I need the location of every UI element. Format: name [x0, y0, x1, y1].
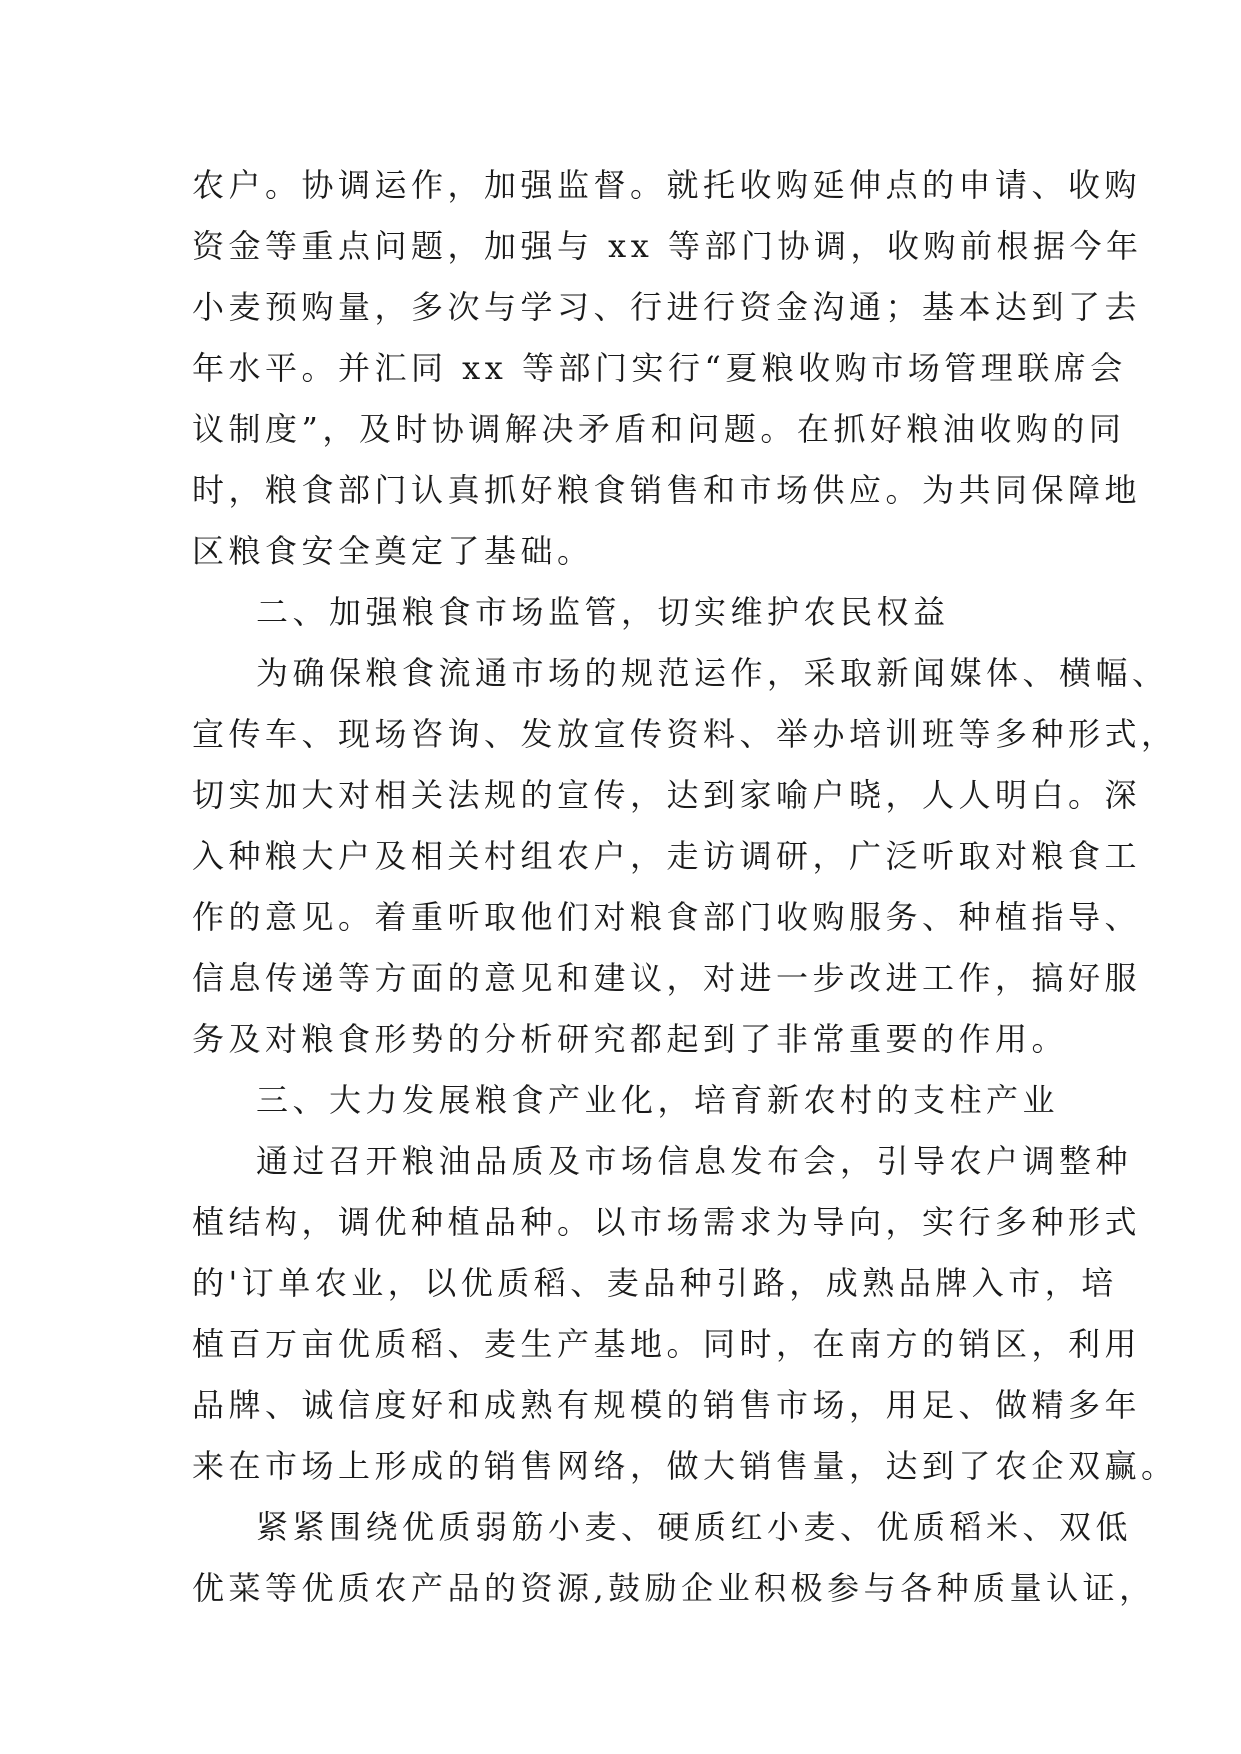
paragraph-first-line: 为确保粮食流通市场的规范运作，采取新闻媒体、横幅、: [256, 654, 1169, 692]
text-line: 信息传递等方面的意见和建议，对进一步改进工作，搞好服: [192, 959, 1142, 997]
text-line: 年水平。并汇同 xx 等部门实行“夏粮收购市场管理联席会: [192, 349, 1127, 387]
text-line: 来在市场上形成的销售网络，做大销售量，达到了农企双赢。: [192, 1447, 1178, 1485]
text-line: 作的意见。着重听取他们对粮食部门收购服务、种植指导、: [192, 898, 1142, 936]
paragraph-first-line: 二、加强粮食市场监管，切实维护农民权益: [256, 593, 950, 631]
text-line: 小麦预购量，多次与学习、行进行资金沟通；基本达到了去: [192, 288, 1142, 326]
paragraph-first-line: 三、大力发展粮食产业化，培育新农村的支柱产业: [256, 1081, 1060, 1119]
text-line: 品牌、诚信度好和成熟有规模的销售市场，用足、做精多年: [192, 1386, 1142, 1424]
text-line: 宣传车、现场咨询、发放宣传资料、举办培训班等多种形式，: [192, 715, 1178, 753]
text-line: 植结构，调优种植品种。以市场需求为导向，实行多种形式: [192, 1203, 1142, 1241]
text-line: 资金等重点问题，加强与 xx 等部门协调，收购前根据今年: [192, 227, 1143, 265]
text-line: 时，粮食部门认真抓好粮食销售和市场供应。为共同保障地: [192, 471, 1142, 509]
text-line: 入种粮大户及相关村组农户，走访调研，广泛听取对粮食工: [192, 837, 1142, 875]
text-line: 植百万亩优质稻、麦生产基地。同时，在南方的销区，利用: [192, 1325, 1142, 1363]
paragraph-first-line: 紧紧围绕优质弱筋小麦、硬质红小麦、优质稻米、双低: [256, 1508, 1133, 1546]
document-body: [192, 155, 1178, 1619]
text-line: 农户。协调运作，加强监督。就托收购延伸点的申请、收购: [192, 166, 1142, 204]
text-line: 议制度”，及时协调解决矛盾和问题。在抓好粮油收购的同: [192, 410, 1126, 448]
text-line: 务及对粮食形势的分析研究都起到了非常重要的作用。: [192, 1020, 1069, 1058]
paragraph-first-line: 通过召开粮油品质及市场信息发布会，引导农户调整种: [256, 1142, 1133, 1180]
text-line: 切实加大对相关法规的宣传，达到家喻户晓，人人明白。深: [192, 776, 1142, 814]
text-line: 区粮食安全奠定了基础。: [192, 532, 594, 570]
text-line: 的'订单农业，以优质稻、麦品种引路，成熟品牌入市，培: [192, 1264, 1118, 1302]
text-line: 优菜等优质农产品的资源,鼓励企业积极参与各种质量认证，: [192, 1569, 1156, 1607]
